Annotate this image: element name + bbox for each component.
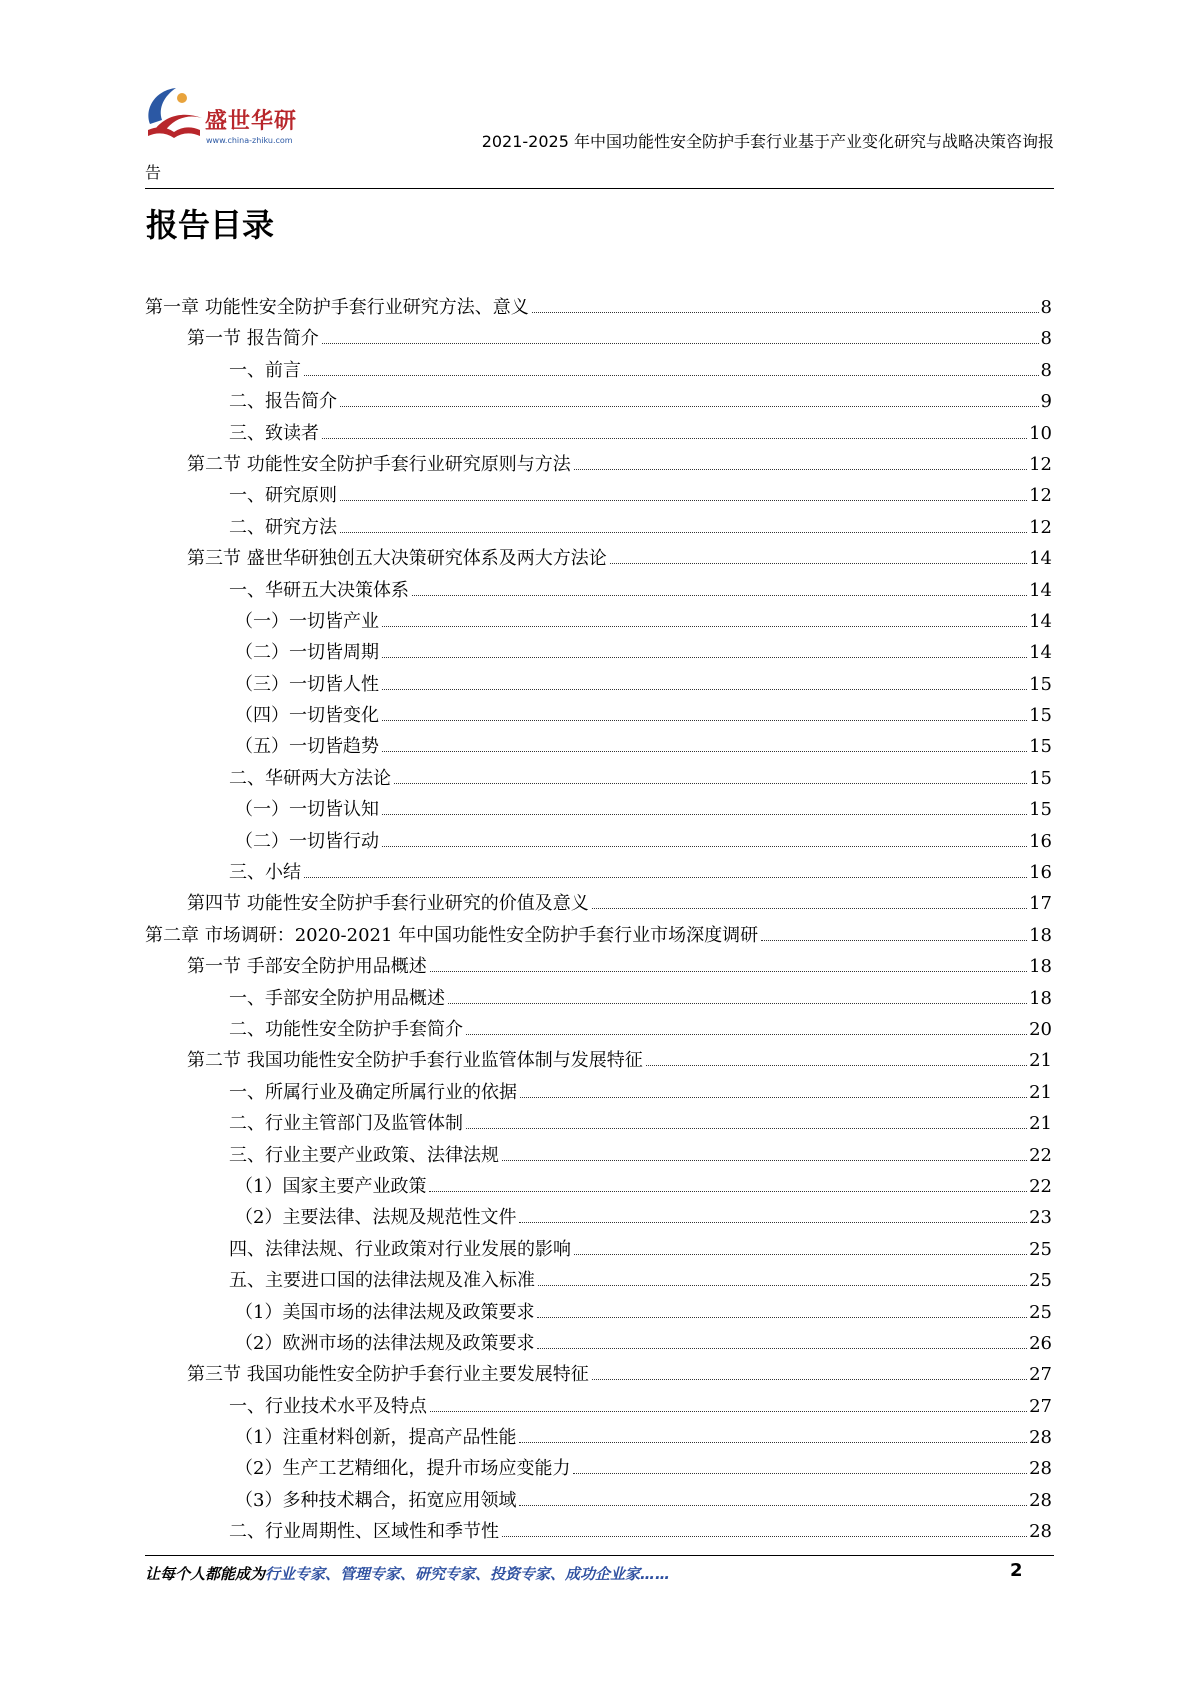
toc-leader-dots	[430, 971, 1027, 972]
company-logo	[142, 84, 332, 150]
toc-entry-page: 15	[1029, 673, 1052, 695]
toc-entry-page: 9	[1040, 391, 1052, 413]
toc-entry-title: （1）美国市场的法律法规及政策要求	[235, 1301, 535, 1323]
toc-entry[interactable]	[145, 1140, 1052, 1171]
page-title: 报告目录	[146, 206, 275, 244]
toc-entry-title: （2）主要法律、法规及规范性文件	[235, 1207, 517, 1229]
toc-entry-title: （一）一切皆认知	[235, 799, 379, 821]
toc-entry-title: （四）一切皆变化	[235, 705, 379, 727]
report-title: 2021-2025 年中国功能性安全防护手套行业基于产业变化研究与战略决策咨询报	[481, 132, 1054, 151]
toc-entry-title: 一、手部安全防护用品概述	[229, 987, 445, 1009]
toc-entry[interactable]	[145, 543, 1052, 574]
toc-leader-dots	[430, 1411, 1027, 1412]
toc-entry-page: 25	[1029, 1301, 1052, 1323]
toc-leader-dots	[394, 783, 1027, 784]
toc-entry-page: 8	[1040, 328, 1052, 350]
footer-motto	[145, 1563, 670, 1584]
toc-entry[interactable]	[145, 1453, 1052, 1484]
toc-entry-title: 第三节 盛世华研独创五大决策研究体系及两大方法论	[187, 548, 607, 570]
toc-entry-page: 14	[1029, 579, 1052, 601]
toc-entry-page: 28	[1029, 1521, 1052, 1543]
toc-entry-title: 二、研究方法	[229, 516, 337, 538]
toc-entry-title: 五、主要进口国的法律法规及准入标准	[229, 1270, 535, 1292]
toc-entry-page: 15	[1029, 705, 1052, 727]
toc-entry[interactable]	[145, 1422, 1052, 1453]
toc-entry[interactable]	[145, 1014, 1052, 1045]
toc-entry-title: （3）多种技术耦合，拓宽应用领域	[235, 1489, 517, 1511]
toc-leader-dots	[340, 406, 1039, 407]
toc-leader-dots	[322, 438, 1027, 439]
toc-entry-title: 二、报告简介	[229, 391, 337, 413]
toc-entry-page: 16	[1029, 830, 1052, 852]
toc-entry-title: 一、行业技术水平及特点	[229, 1395, 427, 1417]
toc-entry-title: 二、华研两大方法论	[229, 767, 391, 789]
toc-leader-dots	[382, 846, 1027, 847]
toc-entry[interactable]	[145, 606, 1052, 637]
toc-entry-title: 第四节 功能性安全防护手套行业研究的价值及意义	[187, 893, 589, 915]
toc-entry-title: （三）一切皆人性	[235, 673, 379, 695]
toc-leader-dots	[574, 1254, 1027, 1255]
toc-leader-dots	[761, 940, 1027, 941]
toc-leader-dots	[532, 312, 1039, 313]
toc-entry-title: 第一节 报告简介	[187, 328, 319, 350]
toc-leader-dots	[519, 1442, 1027, 1443]
toc-entry-page: 15	[1029, 736, 1052, 758]
toc-leader-dots	[573, 1473, 1027, 1474]
footer-divider	[145, 1555, 1054, 1556]
toc-entry[interactable]	[145, 1265, 1052, 1296]
toc-entry-title: 三、小结	[229, 862, 301, 884]
report-title-continued: 告	[145, 163, 162, 182]
toc-entry[interactable]	[145, 1171, 1052, 1202]
toc-leader-dots	[537, 1348, 1027, 1349]
toc-leader-dots	[538, 1285, 1027, 1286]
toc-entry[interactable]	[145, 731, 1052, 762]
toc-entry-title: 一、前言	[229, 359, 301, 381]
footer-motto-highlight: 行业专家、管理专家、研究专家、投资专家、成功企业家……	[265, 1565, 671, 1583]
toc-leader-dots	[382, 626, 1027, 627]
toc-entry[interactable]	[145, 983, 1052, 1014]
toc-leader-dots	[412, 595, 1027, 596]
toc-entry[interactable]	[145, 700, 1052, 731]
toc-entry-page: 21	[1029, 1081, 1052, 1103]
toc-entry-title: 二、行业主管部门及监管体制	[229, 1113, 463, 1135]
toc-entry[interactable]	[145, 1485, 1052, 1516]
toc-entry[interactable]	[145, 888, 1052, 919]
toc-leader-dots	[610, 563, 1027, 564]
toc-entry-title: 第二节 功能性安全防护手套行业研究原则与方法	[187, 453, 571, 475]
toc-entry-page: 15	[1029, 767, 1052, 789]
toc-leader-dots	[304, 375, 1039, 376]
toc-entry[interactable]	[145, 763, 1052, 794]
toc-entry-title: （五）一切皆趋势	[235, 736, 379, 758]
toc-entry-page: 26	[1029, 1332, 1052, 1354]
toc-entry-title: 一、研究原则	[229, 485, 337, 507]
toc-entry-page: 17	[1029, 893, 1052, 915]
toc-leader-dots	[382, 751, 1027, 752]
toc-entry-title: （1）注重材料创新，提高产品性能	[235, 1427, 517, 1449]
toc-entry-title: 三、行业主要产业政策、法律法规	[229, 1144, 499, 1166]
toc-entry[interactable]	[145, 1234, 1052, 1265]
toc-leader-dots	[519, 1222, 1027, 1223]
toc-leader-dots	[382, 689, 1027, 690]
toc-entry-page: 20	[1029, 1018, 1052, 1040]
toc-entry-page: 18	[1029, 987, 1052, 1009]
toc-entry[interactable]	[145, 669, 1052, 700]
toc-entry[interactable]	[145, 480, 1052, 511]
toc-entry-title: 一、华研五大决策体系	[229, 579, 409, 601]
toc-entry-page: 21	[1029, 1050, 1052, 1072]
toc-entry-title: 第一节 手部安全防护用品概述	[187, 956, 427, 978]
toc-entry-title: （二）一切皆周期	[235, 642, 379, 664]
toc-leader-dots	[646, 1065, 1027, 1066]
toc-entry-page: 25	[1029, 1270, 1052, 1292]
toc-entry-page: 25	[1029, 1238, 1052, 1260]
toc-entry[interactable]	[145, 951, 1052, 982]
toc-entry[interactable]	[145, 575, 1052, 606]
toc-entry-page: 14	[1029, 642, 1052, 664]
toc-entry[interactable]	[145, 1108, 1052, 1139]
toc-leader-dots	[520, 1097, 1027, 1098]
toc-entry-page: 28	[1029, 1458, 1052, 1480]
toc-entry[interactable]	[145, 826, 1052, 857]
toc-entry[interactable]	[145, 449, 1052, 480]
toc-entry[interactable]	[145, 1077, 1052, 1108]
toc-entry-page: 15	[1029, 799, 1052, 821]
toc-entry-page: 10	[1029, 422, 1052, 444]
toc-leader-dots	[592, 908, 1027, 909]
toc-entry[interactable]	[145, 1391, 1052, 1422]
toc-entry-page: 28	[1029, 1427, 1052, 1449]
toc-leader-dots	[429, 1191, 1027, 1192]
toc-leader-dots	[519, 1505, 1027, 1506]
toc-entry[interactable]	[145, 920, 1052, 951]
toc-leader-dots	[537, 1317, 1027, 1318]
toc-entry-title: 三、致读者	[229, 422, 319, 444]
toc-leader-dots	[382, 814, 1027, 815]
toc-entry-title: （1）国家主要产业政策	[235, 1175, 427, 1197]
toc-leader-dots	[592, 1379, 1027, 1380]
header-divider	[145, 188, 1054, 189]
toc-entry[interactable]	[145, 1328, 1052, 1359]
toc-leader-dots	[304, 877, 1027, 878]
toc-leader-dots	[448, 1003, 1027, 1004]
toc-leader-dots	[382, 720, 1027, 721]
table-of-contents	[145, 292, 1052, 1548]
toc-entry[interactable]	[145, 1359, 1052, 1390]
toc-entry-title: （二）一切皆行动	[235, 830, 379, 852]
toc-entry-title: 四、法律法规、行业政策对行业发展的影响	[229, 1238, 571, 1260]
toc-entry-page: 14	[1029, 548, 1052, 570]
toc-leader-dots	[466, 1128, 1027, 1129]
toc-entry[interactable]	[145, 323, 1052, 354]
toc-entry-title: 第二章 市场调研：2020-2021 年中国功能性安全防护手套行业市场深度调研	[145, 924, 759, 946]
toc-leader-dots	[466, 1034, 1027, 1035]
toc-entry[interactable]	[145, 418, 1052, 449]
toc-entry[interactable]	[145, 637, 1052, 668]
toc-entry-page: 8	[1040, 359, 1052, 381]
toc-leader-dots	[382, 657, 1027, 658]
toc-entry[interactable]	[145, 1297, 1052, 1328]
logo-emblem-icon	[142, 84, 206, 144]
toc-entry-title: 一、所属行业及确定所属行业的依据	[229, 1081, 517, 1103]
toc-entry-page: 27	[1029, 1364, 1052, 1386]
toc-leader-dots	[340, 532, 1027, 533]
toc-entry-page: 18	[1029, 956, 1052, 978]
toc-entry[interactable]	[145, 512, 1052, 543]
toc-entry[interactable]	[145, 355, 1052, 386]
toc-entry-page: 16	[1029, 862, 1052, 884]
toc-entry-title: （2）欧洲市场的法律法规及政策要求	[235, 1332, 535, 1354]
toc-entry[interactable]	[145, 794, 1052, 825]
toc-entry-page: 21	[1029, 1113, 1052, 1135]
toc-entry-page: 14	[1029, 610, 1052, 632]
toc-leader-dots	[574, 469, 1027, 470]
toc-leader-dots	[502, 1160, 1027, 1161]
toc-entry[interactable]	[145, 1202, 1052, 1233]
toc-entry-page: 27	[1029, 1395, 1052, 1417]
toc-entry-page: 12	[1029, 516, 1052, 538]
toc-entry[interactable]	[145, 1516, 1052, 1547]
toc-entry[interactable]	[145, 386, 1052, 417]
page-number: 2	[1010, 1560, 1023, 1581]
toc-entry-page: 8	[1040, 297, 1052, 318]
toc-entry-page: 18	[1029, 924, 1052, 946]
toc-leader-dots	[340, 500, 1027, 501]
toc-entry-page: 22	[1029, 1175, 1052, 1197]
toc-leader-dots	[322, 343, 1039, 344]
toc-leader-dots	[502, 1536, 1027, 1537]
logo-text: 盛世华研	[205, 109, 298, 134]
toc-entry-title: 第一章 功能性安全防护手套行业研究方法、意义	[145, 297, 529, 318]
toc-entry[interactable]	[145, 292, 1052, 323]
toc-entry[interactable]	[145, 1045, 1052, 1076]
toc-entry-title: 第二节 我国功能性安全防护手套行业监管体制与发展特征	[187, 1050, 643, 1072]
toc-entry-page: 12	[1029, 485, 1052, 507]
toc-entry-title: 第三节 我国功能性安全防护手套行业主要发展特征	[187, 1364, 589, 1386]
toc-entry-page: 23	[1029, 1207, 1052, 1229]
logo-url: www.china-zhiku.com	[206, 136, 293, 145]
toc-entry-page: 28	[1029, 1489, 1052, 1511]
toc-entry-title: 二、功能性安全防护手套简介	[229, 1018, 463, 1040]
toc-entry-title: 二、行业周期性、区域性和季节性	[229, 1521, 499, 1543]
toc-entry-title: （2）生产工艺精细化，提升市场应变能力	[235, 1458, 571, 1480]
toc-entry[interactable]	[145, 857, 1052, 888]
toc-entry-page: 12	[1029, 453, 1052, 475]
toc-entry-title: （一）一切皆产业	[235, 610, 379, 632]
toc-entry-page: 22	[1029, 1144, 1052, 1166]
footer-motto-lead: 让每个人都能成为	[145, 1565, 266, 1583]
